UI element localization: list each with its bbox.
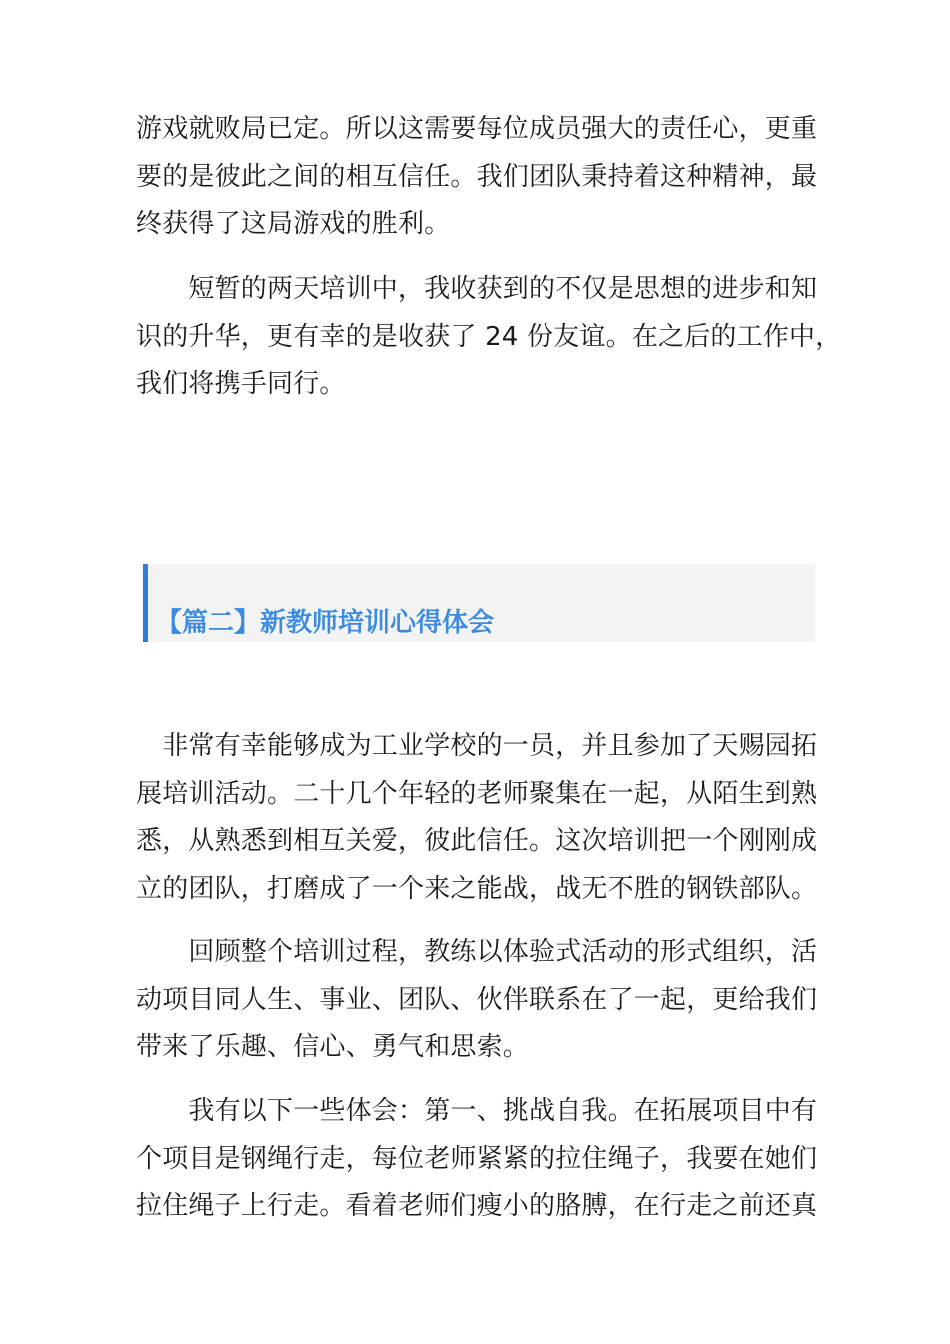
text-line: 动项目同人生、事业、团队、伙伴联系在了一起，更给我们 [136, 984, 818, 1015]
text-line: 拉住绳子上行走。看着老师们瘦小的胳膊，在行走之前还真 [136, 1191, 818, 1221]
section-heading: 【篇二】新教师培训心得体会 [156, 608, 495, 638]
paragraph-review [136, 929, 818, 1072]
text-line: 要的是彼此之间的相互信任。我们团队秉持着这种精神，最 [136, 161, 818, 192]
paragraph-game-victory [136, 106, 818, 249]
text-line: 带来了乐趣、信心、勇气和思索。 [136, 1032, 530, 1062]
text-line: 短暂的两天培训中，我收获到的不仅是思想的进步和知 [136, 274, 818, 304]
text-line: 回顾整个培训过程，教练以体验式活动的形式组织，活 [136, 937, 818, 967]
paragraph-training-summary [136, 266, 842, 409]
text-line: 我们将携手同行。 [136, 369, 346, 399]
text-line: 个项目是钢绳行走，每位老师紧紧的拉住绳子，我要在她们 [136, 1143, 818, 1174]
text-line: 游戏就败局已定。所以这需要每位成员强大的责任心，更重 [136, 114, 818, 144]
section-heading-box [143, 564, 815, 642]
text-line: 非常有幸能够成为工业学校的一员，并且参加了天赐园拓 [136, 731, 818, 761]
text-line: 立的团队，打磨成了一个来之能战，战无不胜的钢铁部队。 [136, 873, 818, 904]
text-line: 终获得了这局游戏的胜利。 [136, 209, 451, 239]
text-line: 悉，从熟悉到相互关爱，彼此信任。这次培训把一个刚刚成 [136, 826, 818, 856]
text-line: 我有以下一些体会：第一、挑战自我。在拓展项目中有 [136, 1096, 818, 1126]
paragraph-experience [136, 1088, 818, 1231]
text-line: 识的升华，更有幸的是收获了 24 份友谊。在之后的工作中， [136, 321, 842, 352]
paragraph-intro [136, 723, 818, 913]
text-line: 展培训活动。二十几个年轻的老师聚集在一起，从陌生到熟 [136, 778, 818, 809]
